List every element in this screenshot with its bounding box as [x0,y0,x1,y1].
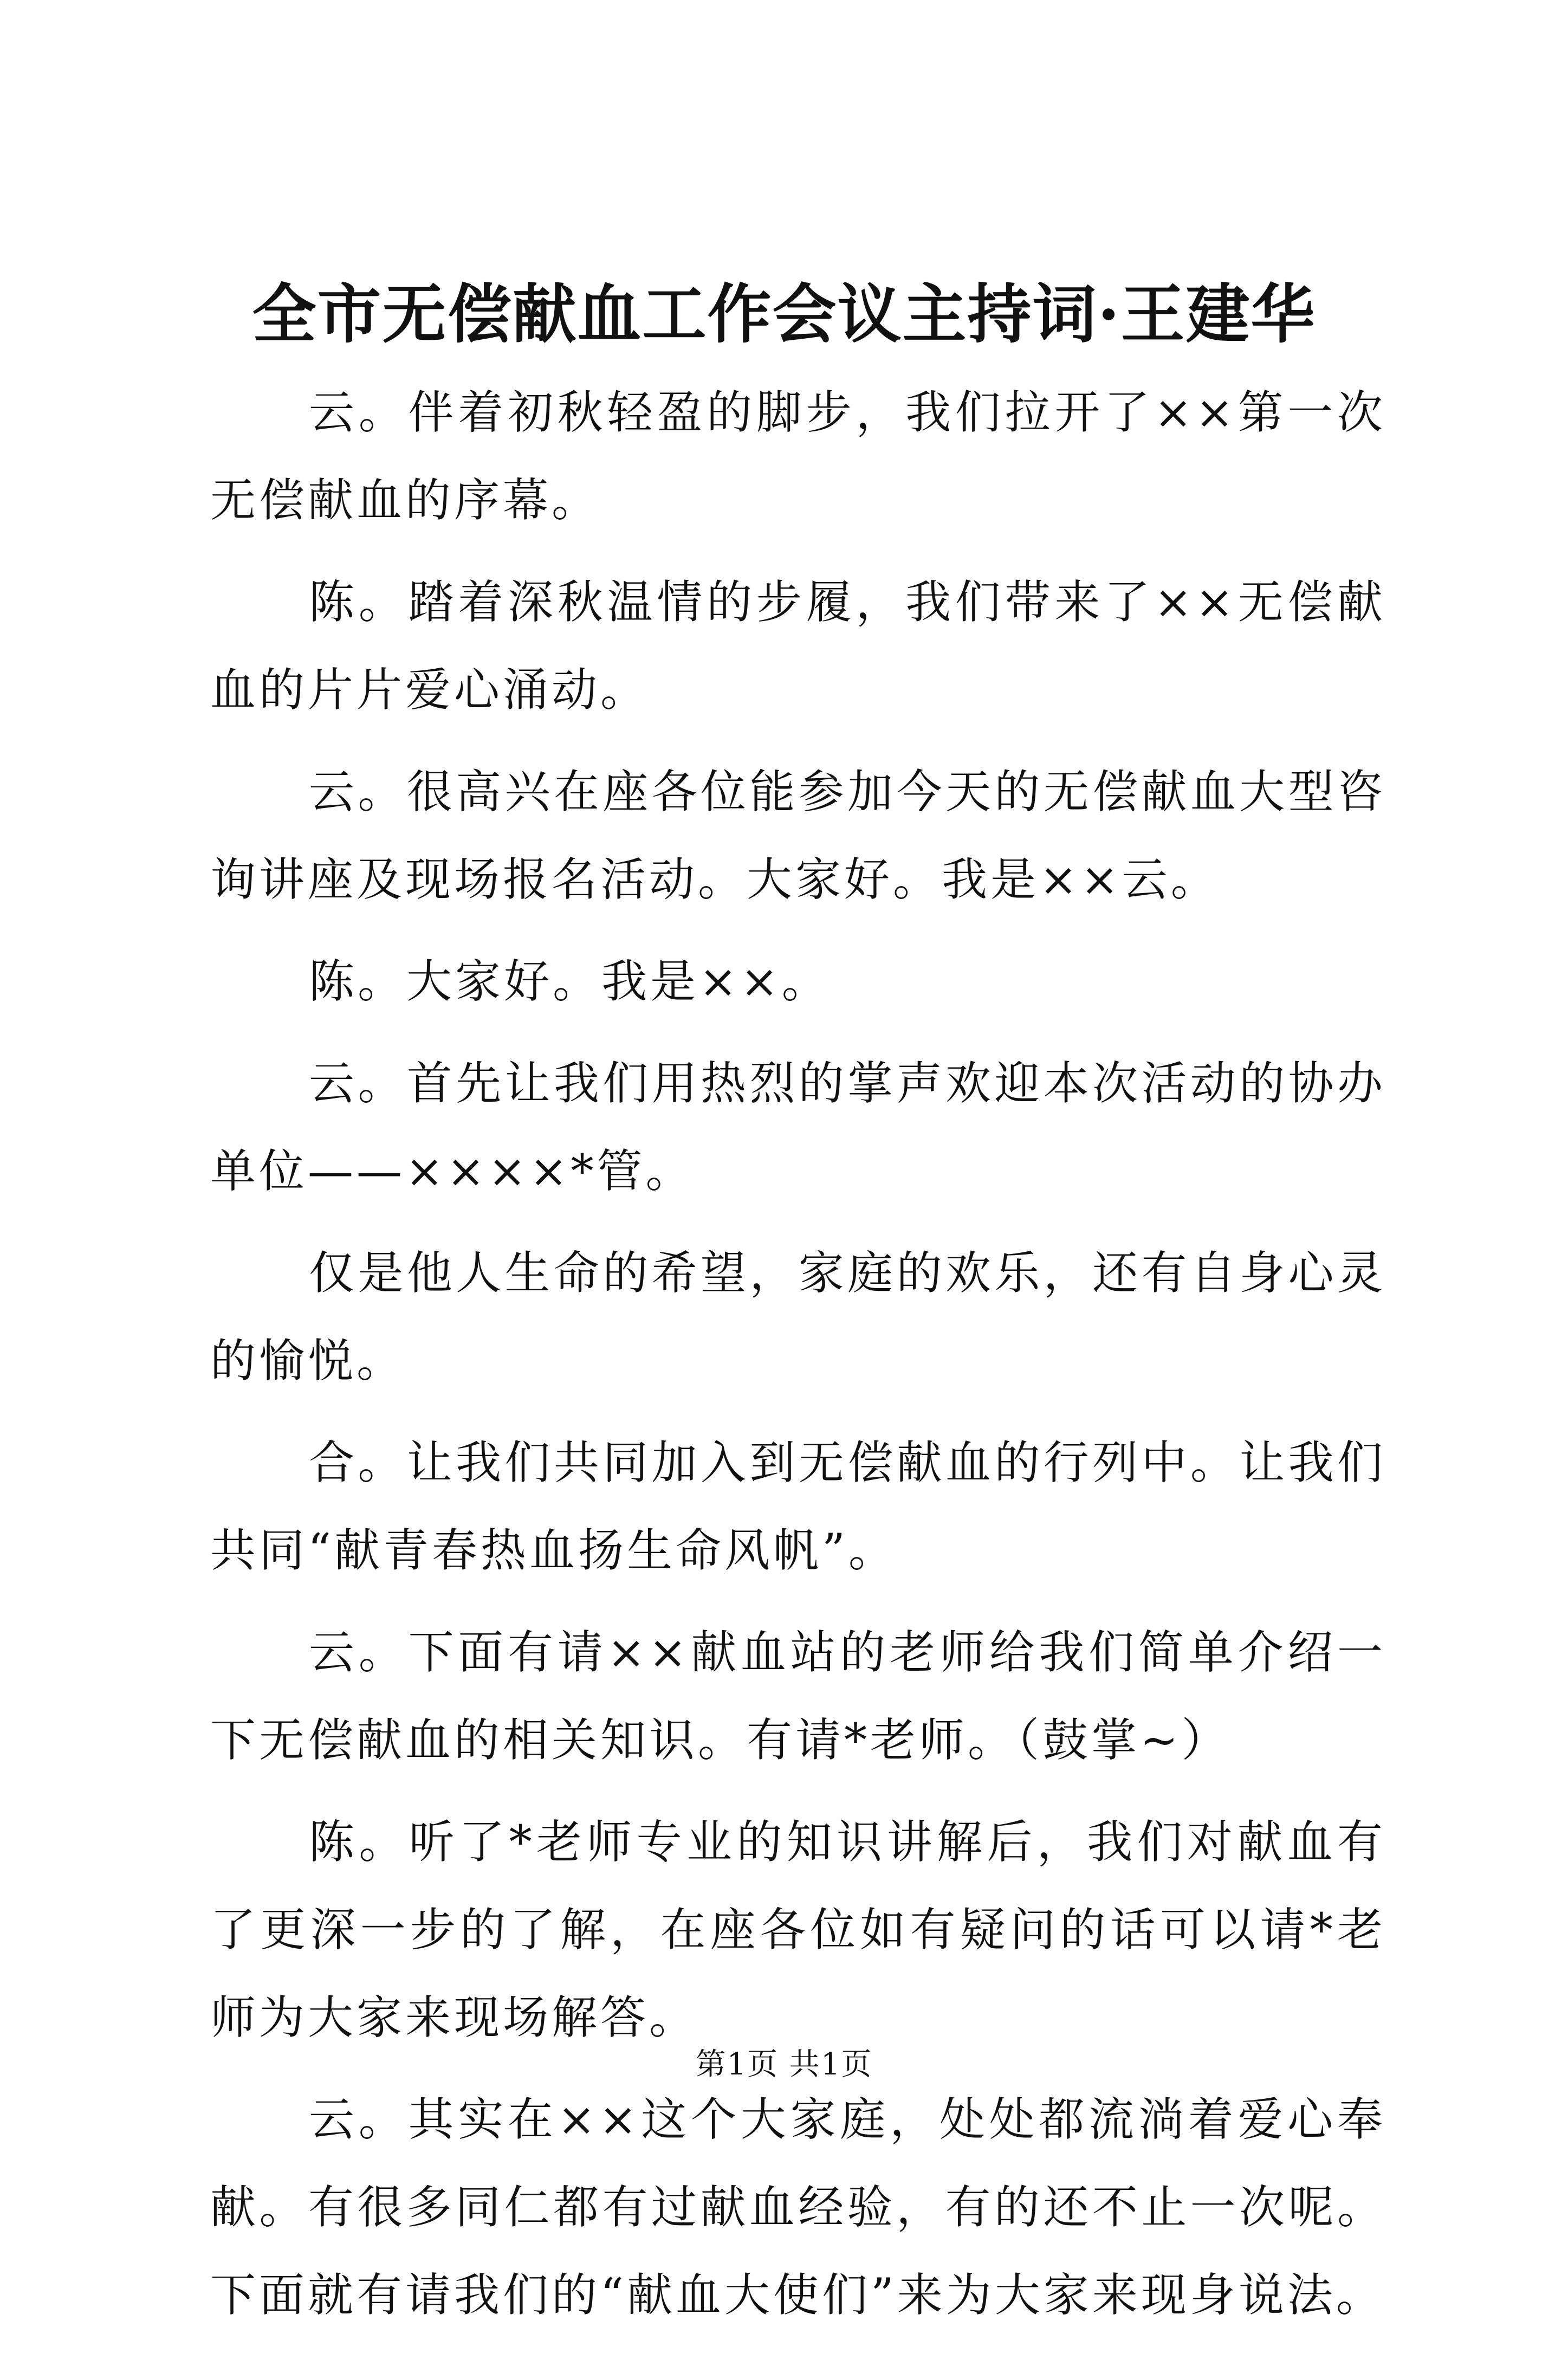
paragraph: 陈。听了*老师专业的知识讲解后，我们对献血有了更深一步的了解，在座各位如有疑问的话可以请*老师为大家来现场解答。 [210,1815,1386,2044]
paragraph: 陈。踏着深秋温情的步履，我们带来了××无偿献血的片片爱心涌动。 [210,576,1386,716]
document-title: 全市无偿献血工作会议主持词·王建华 [252,276,1316,352]
paragraph: 云。首先让我们用热烈的掌声欢迎本次活动的协办单位——××××*管。 [210,1057,1386,1198]
paragraph: 陈。大家好。我是××。 [309,955,831,1008]
paragraph: 云。很高兴在座各位能参加今天的无偿献血大型咨询讲座及现场报名活动。大家好。我是××云。 [210,765,1386,906]
paragraph: 云。伴着初秋轻盈的脚步，我们拉开了××第一次无偿献血的序幕。 [210,386,1386,527]
paragraph: 合。让我们共同加入到无偿献血的行列中。让我们共同“献青春热血扬生命风帆”。 [210,1436,1386,1577]
paragraph: 仅是他人生命的希望，家庭的欢乐，还有自身心灵的愉悦。 [210,1246,1386,1387]
page-footer: 第1页 共1页 [695,2047,873,2082]
paragraph: 云。其实在××这个大家庭，处处都流淌着爱心奉献。有很多同仁都有过献血经验，有的还不止一次呢。下面就有请我们的“献血大使们”来为大家来现身说法。 [210,2093,1386,2322]
paragraph: 云。下面有请××献血站的老师给我们简单介绍一下无偿献血的相关知识。有请*老师。（鼓掌~） [210,1626,1386,1767]
